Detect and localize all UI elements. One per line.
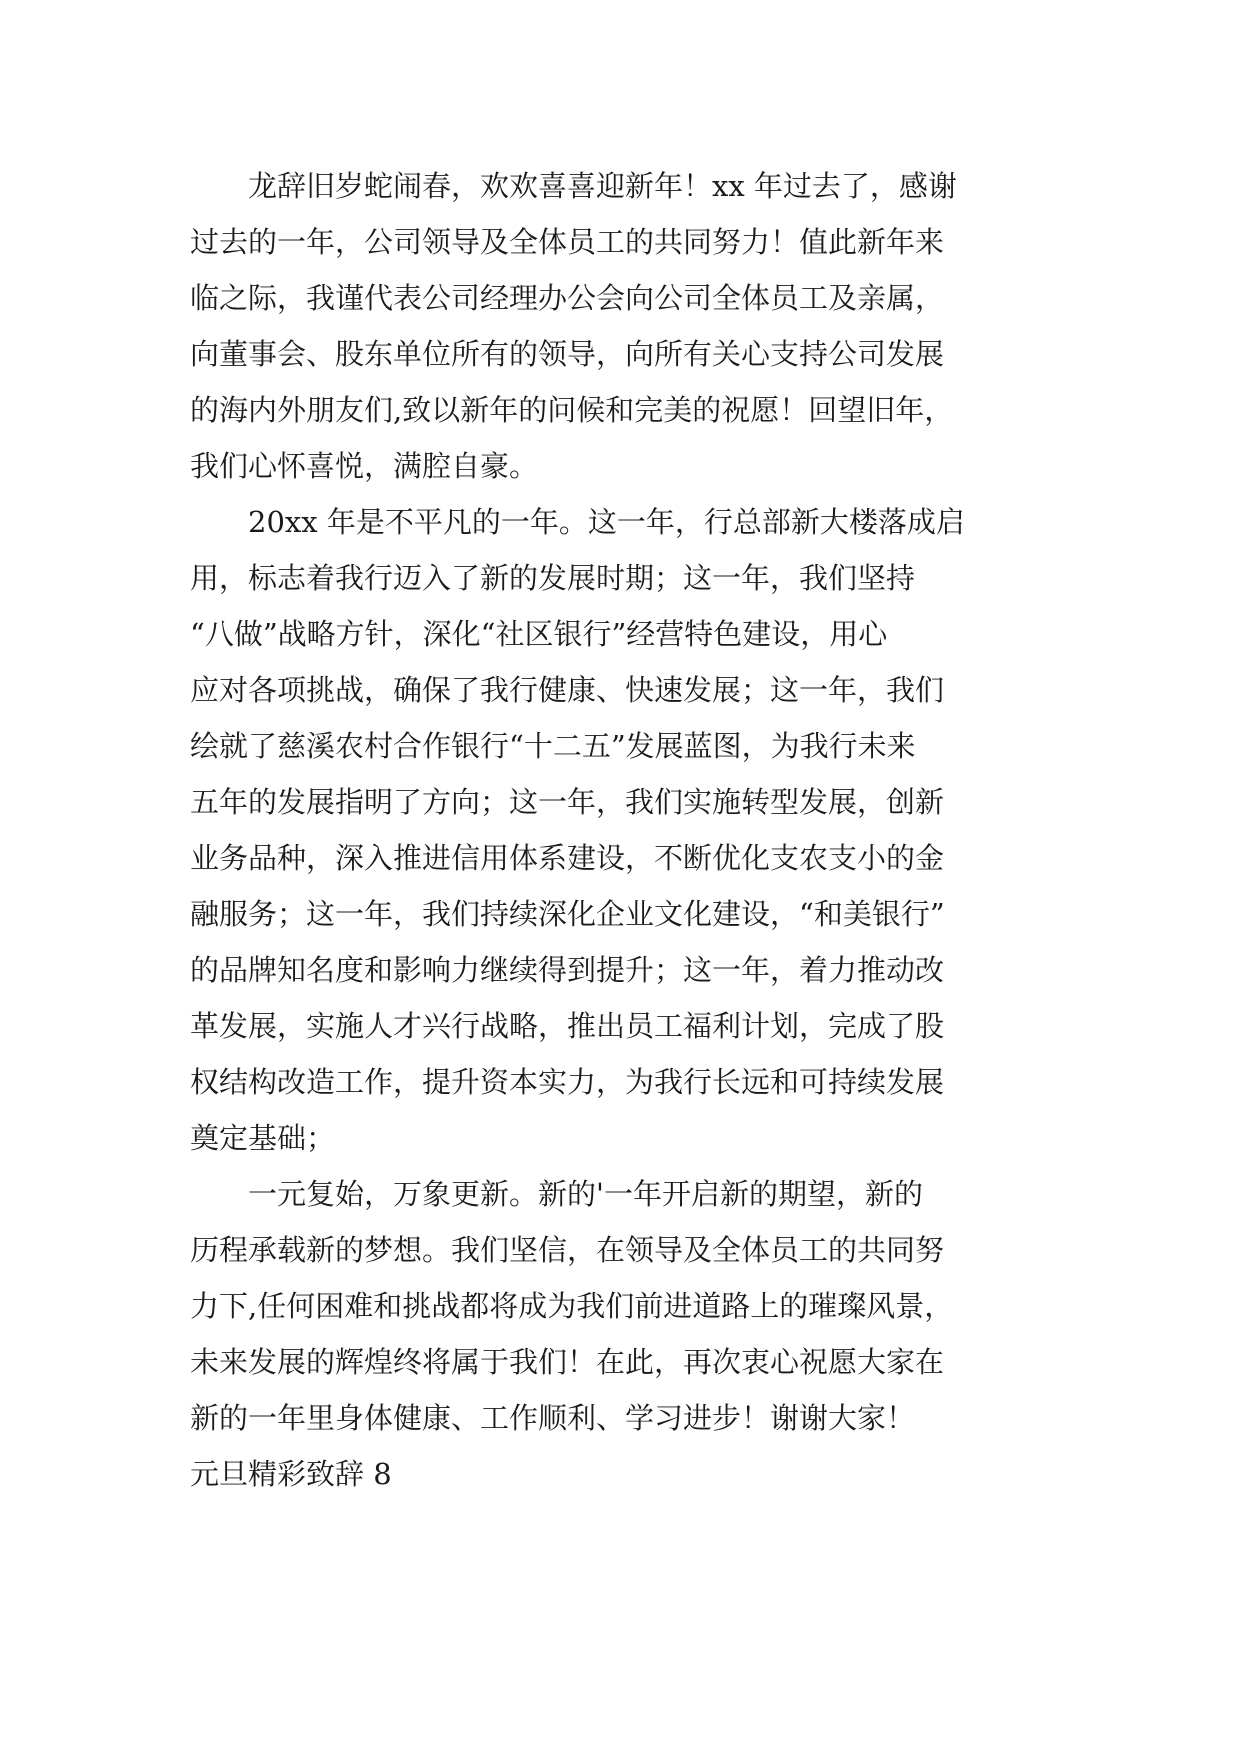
text-line: 过去的一年，公司领导及全体员工的共同努力！值此新年来	[190, 225, 945, 259]
document-body	[190, 158, 1060, 1502]
text-line: 临之际，我谨代表公司经理办公会向公司全体员工及亲属，	[190, 281, 945, 315]
text-line: 我们心怀喜悦，满腔自豪。	[190, 449, 539, 483]
text-line: 的品牌知名度和影响力继续得到提升；这一年，着力推动改	[190, 953, 945, 987]
text-line: “八做”战略方针，深化“社区银行”经营特色建设，用心	[190, 617, 888, 651]
text-line: 奠定基础；	[190, 1121, 336, 1155]
text-line: 应对各项挑战，确保了我行健康、快速发展；这一年，我们	[190, 673, 945, 707]
text-line: 历程承载新的梦想。我们坚信，在领导及全体员工的共同努	[190, 1233, 945, 1267]
text-line: 新的一年里身体健康、工作顺利、学习进步！谢谢大家！	[190, 1401, 916, 1435]
text-line: 业务品种，深入推进信用体系建设，不断优化支农支小的金	[190, 841, 945, 875]
text-line: 20xx 年是不平凡的一年。这一年，行总部新大楼落成启	[190, 505, 965, 539]
text-line: 一元复始，万象更新。新的'一年开启新的期望，新的	[190, 1177, 923, 1211]
text-line: 的海内外朋友们,致以新年的问候和完美的祝愿！回望旧年，	[190, 393, 954, 427]
text-line: 用，标志着我行迈入了新的发展时期；这一年，我们坚持	[190, 561, 916, 595]
text-line: 权结构改造工作，提升资本实力，为我行长远和可持续发展	[190, 1065, 945, 1099]
text-line: 融服务；这一年，我们持续深化企业文化建设，“和美银行”	[190, 897, 945, 931]
text-line: 未来发展的辉煌终将属于我们！在此，再次衷心祝愿大家在	[190, 1345, 945, 1379]
text-line: 龙辞旧岁蛇闹春，欢欢喜喜迎新年！xx 年过去了，感谢	[190, 169, 957, 203]
text-line: 五年的发展指明了方向；这一年，我们实施转型发展，创新	[190, 785, 945, 819]
section-heading: 元旦精彩致辞 8	[190, 1457, 392, 1491]
text-line: 向董事会、股东单位所有的领导，向所有关心支持公司发展	[190, 337, 945, 371]
paragraph-2	[190, 494, 1060, 1166]
text-line: 革发展，实施人才兴行战略，推出员工福利计划，完成了股	[190, 1009, 945, 1043]
text-line: 力下,任何困难和挑战都将成为我们前进道路上的璀璨风景，	[190, 1289, 954, 1323]
paragraph-1	[190, 158, 1060, 494]
paragraph-3	[190, 1166, 1060, 1446]
text-line: 绘就了慈溪农村合作银行“十二五”发展蓝图，为我行未来	[190, 729, 916, 763]
